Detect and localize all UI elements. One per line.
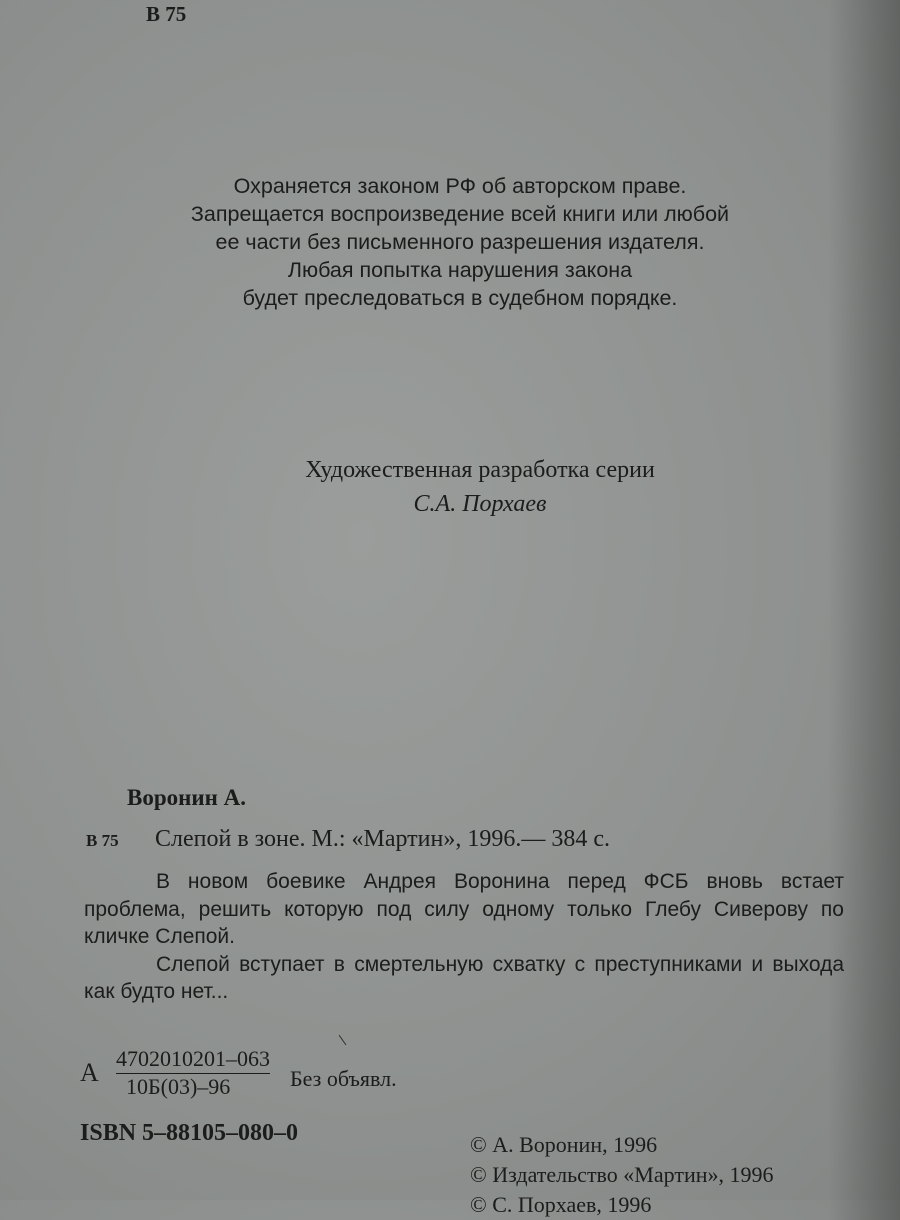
catalog-entry xyxy=(86,826,610,853)
header-catalog-code: В 75 xyxy=(146,2,187,26)
annotation-paragraph: В новом боевике Андрея Воронина перед ФСБ вновь встает проблема, решить которую под силу одному только Глебу Сиверову по кличке Слепой. xyxy=(84,870,844,948)
notice-line: Любая попытка нарушения закона xyxy=(287,258,633,282)
bleed-through-shadow xyxy=(225,40,685,150)
notice-line: Охраняется законом РФ об авторском праве. xyxy=(233,174,687,198)
series-designer: С.А. Порхаев xyxy=(413,491,547,517)
catalog-code: В 75 xyxy=(86,831,119,850)
isbn: ISBN 5–88105–080–0 xyxy=(80,1120,299,1146)
price-code-numerator: 4702010201–063 xyxy=(116,1046,270,1074)
notice-line: ее части без письменного разрешения издателя. xyxy=(215,230,705,254)
price-code-denominator: 10Б(03)–96 xyxy=(126,1074,231,1099)
annotation-paragraph: Слепой вступает в смертельную схватку с преступниками и выхода как будто нет... xyxy=(84,952,844,1003)
catalog-author: Воронин А. xyxy=(127,785,246,810)
catalog-description: Слепой в зоне. М.: «Мартин», 1996.— 384 с. xyxy=(155,826,611,852)
notice-line: Запрещается воспроизведение всей книги или любой xyxy=(190,202,730,226)
copyright-line: © Издательство «Мартин», 1996 xyxy=(470,1162,774,1187)
series-credit xyxy=(0,453,900,521)
copyright-line: © А. Воронин, 1996 xyxy=(470,1132,658,1157)
copyright-notice xyxy=(0,172,900,312)
notice-line: будет преследоваться в судебном порядке. xyxy=(242,286,678,310)
copyright-line: © С. Порхаев, 1996 xyxy=(470,1192,652,1217)
price-code-letter: А xyxy=(80,1058,99,1087)
price-code-note: Без объявл. xyxy=(290,1066,397,1091)
pen-mark xyxy=(339,1035,347,1045)
series-label: Художественная разработка серии xyxy=(305,457,655,483)
copyright-holders xyxy=(470,1130,774,1220)
book-annotation xyxy=(84,868,844,1006)
